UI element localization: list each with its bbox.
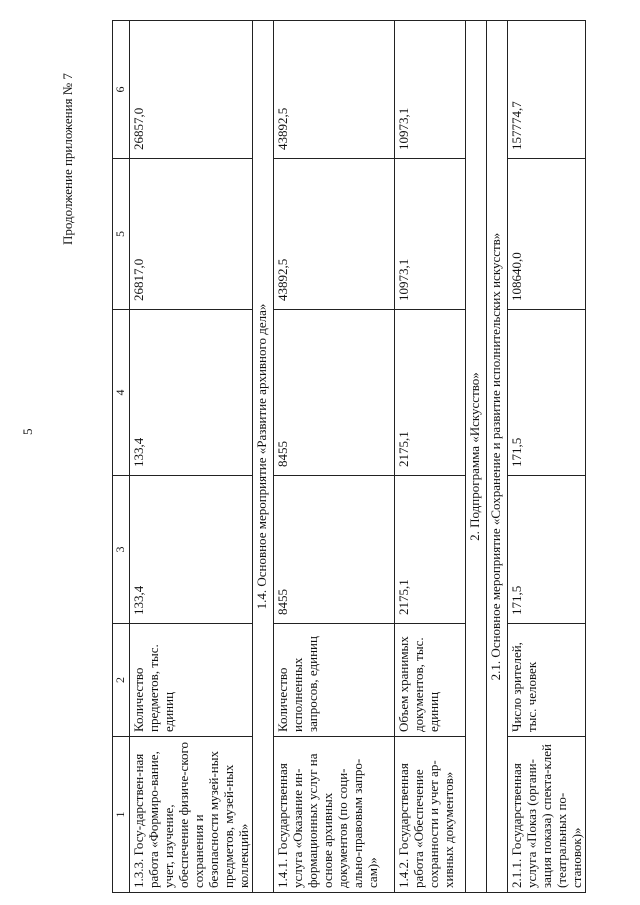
column-number: 3	[113, 476, 130, 624]
value-cell: 171,5	[508, 310, 586, 476]
column-number: 6	[113, 21, 130, 159]
value-cell: 43892,5	[274, 21, 395, 159]
indicator-cell: Количество исполненных запросов, единиц	[274, 624, 395, 737]
section-title: 2. Подпрограмма «Искусство»	[466, 21, 487, 893]
value-cell: 8455	[274, 476, 395, 624]
value-cell: 10973,1	[395, 159, 466, 310]
indicators-table	[112, 20, 586, 893]
section-title: 2.1. Основное мероприятие «Сохранение и развитие исполнительских искусств»	[487, 21, 508, 893]
column-number: 5	[113, 159, 130, 310]
value-cell: 157774,7	[508, 21, 586, 159]
section-title: 1.4. Основное мероприятие «Развитие архивного дела»	[253, 21, 274, 893]
value-cell: 2175,1	[395, 476, 466, 624]
value-cell: 133,4	[130, 310, 253, 476]
value-cell: 108640,0	[508, 159, 586, 310]
table-row	[274, 21, 395, 893]
column-number: 2	[113, 624, 130, 737]
value-cell: 171,5	[508, 476, 586, 624]
value-cell: 8455	[274, 310, 395, 476]
column-number-row	[113, 21, 130, 893]
value-cell: 10973,1	[395, 21, 466, 159]
service-name-cell: 1.4.2. Государственная работа «Обеспечение сохранности и учет ар-хивных документов»	[395, 737, 466, 893]
table-row	[508, 21, 586, 893]
value-cell: 26857,0	[130, 21, 253, 159]
table-row	[395, 21, 466, 893]
column-number: 4	[113, 310, 130, 476]
service-name-cell: 1.4.1. Государственная услуга «Оказание ин-формационных услуг на основе архивных документов (по соци-ально-правовым запро-сам)»	[274, 737, 395, 893]
indicator-cell: Число зрителей, тыс. человек	[508, 624, 586, 737]
service-name-cell: 2.1.1. Государственная услуга «Показ (органи-зация показа) спекта-клей (театральных по-становок)»	[508, 737, 586, 893]
service-name-cell: 1.3.3. Госу-дарствен-ная работа «Формиро-вание, учет, изучение, обеспечение физиче-ского сохранения и безопасности музей-ных предметов, музей-ных коллекций»	[130, 737, 253, 893]
section-header-row	[253, 21, 274, 893]
page-number: 5	[20, 428, 35, 435]
value-cell: 43892,5	[274, 159, 395, 310]
appendix-continuation-note: Продолжение приложения № 7	[60, 73, 75, 245]
value-cell: 133,4	[130, 476, 253, 624]
section-header-row	[487, 21, 508, 893]
section-header-row	[466, 21, 487, 893]
indicator-cell: Количество предметов, тыс. единиц	[130, 624, 253, 737]
table-row	[130, 21, 253, 893]
value-cell: 2175,1	[395, 310, 466, 476]
indicator-cell: Объем хранимых документов, тыс. единиц	[395, 624, 466, 737]
column-number: 1	[113, 737, 130, 893]
value-cell: 26817,0	[130, 159, 253, 310]
